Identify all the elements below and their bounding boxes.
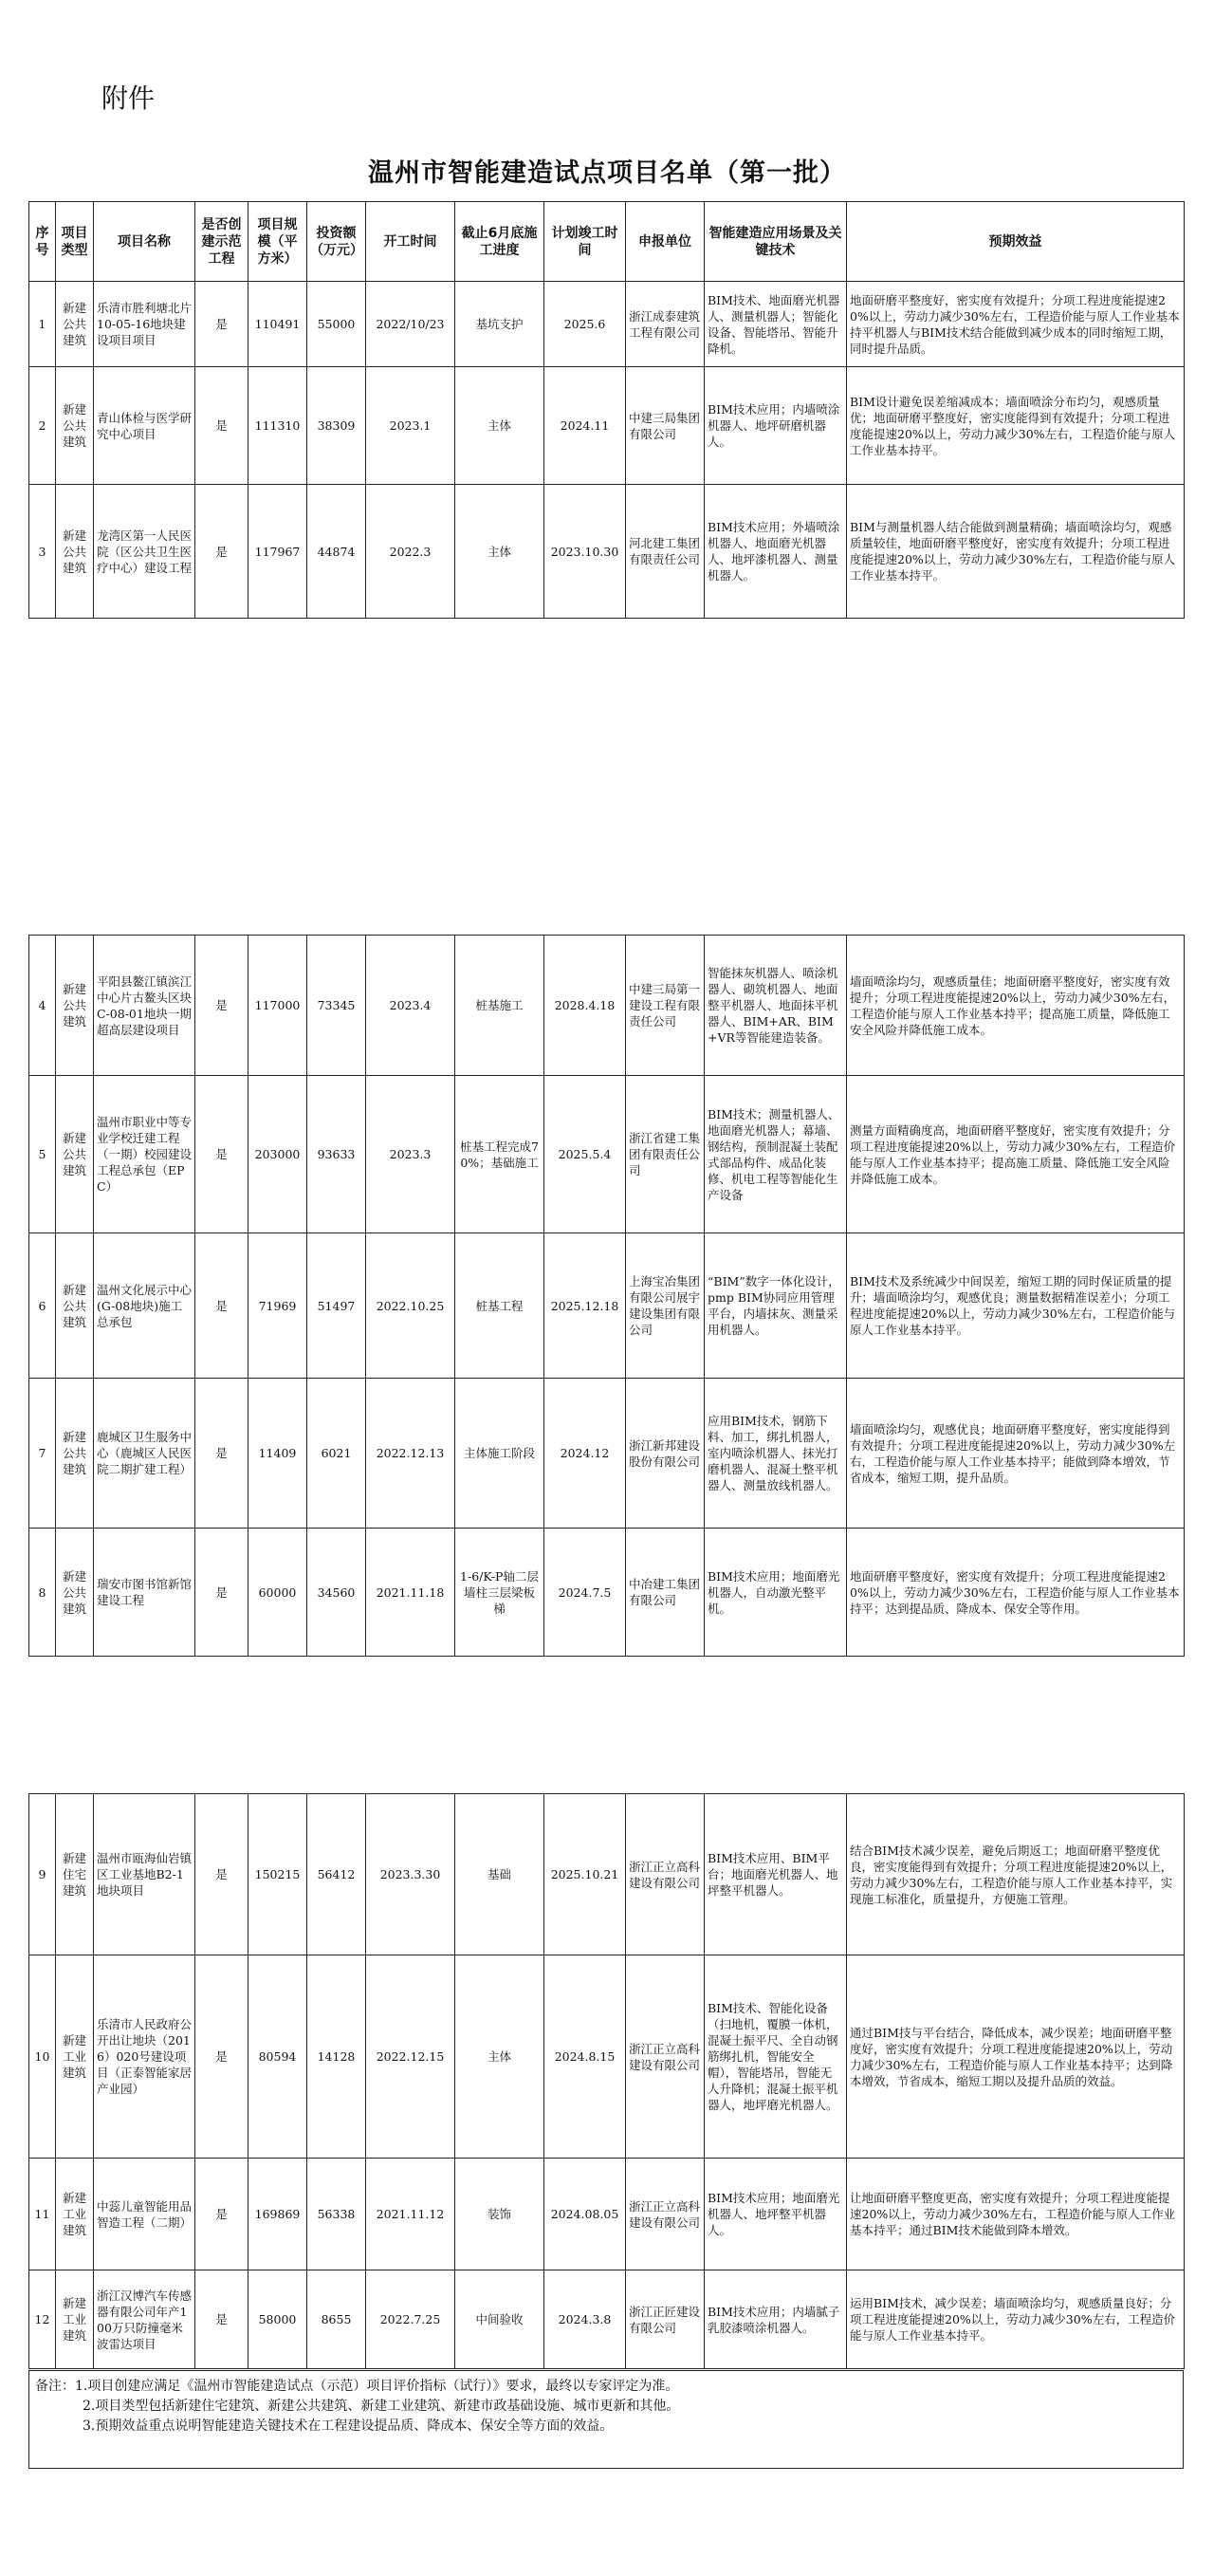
cell-key-technology: BIM技术应用；外墙喷涂机器人、地面磨光机器人、地坪漆机器人、测量机器人。 xyxy=(705,485,847,619)
cell-progress-status: 主体 xyxy=(455,1955,544,2159)
cell-project-type: 新建公共建筑 xyxy=(56,1076,94,1233)
cell-row-number: 1 xyxy=(29,282,56,367)
project-table-page-3 xyxy=(28,1793,1185,2369)
cell-applicant-unit: 浙江正立高科建设有限公司 xyxy=(626,1955,705,2159)
cell-investment: 14128 xyxy=(307,1955,366,2159)
cell-project-name: 温州市瓯海仙岩镇区工业基地B2-1地块项目 xyxy=(94,1794,195,1955)
col-header-progress: 截止6月底施工进度 xyxy=(455,202,544,282)
cell-applicant-unit: 中建三局第一建设工程有限责任公司 xyxy=(626,936,705,1076)
table-row xyxy=(29,936,1185,1076)
cell-progress-status: 基坑支护 xyxy=(455,282,544,367)
cell-row-number: 6 xyxy=(29,1233,56,1379)
cell-progress-status: 1-6/K-P轴二层墙柱三层梁板梯 xyxy=(455,1529,544,1657)
col-header-invest: 投资额（万元） xyxy=(307,202,366,282)
cell-key-technology: BIM技术应用；内墙喷涂机器人、地坪研磨机器人。 xyxy=(705,367,847,485)
table-row xyxy=(29,485,1185,619)
cell-planned-finish: 2025.5.4 xyxy=(544,1076,626,1233)
cell-row-number: 4 xyxy=(29,936,56,1076)
cell-progress-status: 装饰 xyxy=(455,2159,544,2270)
cell-project-scale: 110491 xyxy=(248,282,307,367)
cell-investment: 93633 xyxy=(307,1076,366,1233)
cell-planned-finish: 2024.11 xyxy=(544,367,626,485)
cell-expected-benefit: 墙面喷涂均匀，观感质量佳；地面研磨平整度好，密实度有效提升；分项工程进度能提速20%以上，劳动力减少30%左右，工程造价能与原人工作业基本持平；提高施工质量，降低施工安全风险并降低施工成本。 xyxy=(847,936,1185,1076)
cell-applicant-unit: 浙江正立高科建设有限公司 xyxy=(626,1794,705,1955)
cell-start-date: 2022.12.15 xyxy=(366,1955,455,2159)
cell-demo-flag: 是 xyxy=(195,2270,248,2369)
cell-progress-status: 基础 xyxy=(455,1794,544,1955)
cell-investment: 51497 xyxy=(307,1233,366,1379)
table-row xyxy=(29,2270,1185,2369)
cell-project-name: 鹿城区卫生服务中心（鹿城区人民医院二期扩建工程） xyxy=(94,1379,195,1529)
page-title: 温州市智能建造试点项目名单（第一批） xyxy=(368,158,846,188)
cell-key-technology: BIM技术；测量机器人、地面磨光机器人；幕墙、钢结构，预制混凝土装配式部品构件、成品化装修、机电工程等智能化生产设备 xyxy=(705,1076,847,1233)
cell-project-name: 温州市职业中等专业学校迁建工程（一期）校园建设工程总承包（EPC） xyxy=(94,1076,195,1233)
cell-project-type: 新建住宅建筑 xyxy=(56,1794,94,1955)
cell-project-name: 浙江汉博汽车传感器有限公司年产100万只防撞毫米波雷达项目 xyxy=(94,2270,195,2369)
col-header-no: 序号 xyxy=(29,202,56,282)
cell-expected-benefit: BIM与测量机器人结合能做到测量精确；墙面喷涂均匀，观感质量较佳，地面研磨平整度好，密实度有效提升；分项工程进度能提速20%以上，劳动力减少30%左右，工程造价能与原人工作业基本持平。 xyxy=(847,485,1185,619)
cell-key-technology: BIM技术应用；地面磨光机器人，自动激光整平机。 xyxy=(705,1529,847,1657)
cell-expected-benefit: 结合BIM技术减少误差，避免后期返工；地面研磨平整度优良，密实度能得到有效提升；分项工程进度能提速20%以上，劳动力减少30%左右，工程造价能与原人工作业基本持平，实现施工标准化，质量提升，方便施工管理。 xyxy=(847,1794,1185,1955)
cell-project-type: 新建公共建筑 xyxy=(56,282,94,367)
cell-project-type: 新建公共建筑 xyxy=(56,1233,94,1379)
cell-start-date: 2021.11.18 xyxy=(366,1529,455,1657)
cell-project-name: 平阳县鳌江镇滨江中心片古鳌头区块C-08-01地块一期超高层建设项目 xyxy=(94,936,195,1076)
cell-demo-flag: 是 xyxy=(195,1529,248,1657)
cell-applicant-unit: 中建三局集团有限公司 xyxy=(626,367,705,485)
cell-row-number: 10 xyxy=(29,1955,56,2159)
cell-planned-finish: 2024.7.5 xyxy=(544,1529,626,1657)
note-line-1: 备注：1.项目创建应满足《温州市智能建造试点（示范）项目评价指标（试行）》要求，最终以专家评定为准。 xyxy=(35,2379,679,2394)
cell-project-name: 乐清市人民政府公开出让地块（2016）020号建设项目（正泰智能家居产业园） xyxy=(94,1955,195,2159)
cell-project-name: 温州文化展示中心(G-08地块)施工总承包 xyxy=(94,1233,195,1379)
cell-planned-finish: 2025.6 xyxy=(544,282,626,367)
cell-start-date: 2023.3 xyxy=(366,1076,455,1233)
cell-project-name: 龙湾区第一人民医院（区公共卫生医疗中心）建设工程 xyxy=(94,485,195,619)
cell-row-number: 2 xyxy=(29,367,56,485)
project-table-page-1 xyxy=(28,201,1185,619)
cell-start-date: 2023.4 xyxy=(366,936,455,1076)
cell-project-scale: 80594 xyxy=(248,1955,307,2159)
cell-demo-flag: 是 xyxy=(195,1794,248,1955)
cell-project-scale: 117967 xyxy=(248,485,307,619)
cell-applicant-unit: 中冶建工集团有限公司 xyxy=(626,1529,705,1657)
cell-key-technology: “BIM”数字一体化设计，pmp BIM协同应用管理平台，内墙抹灰、测量采用机器人。 xyxy=(705,1233,847,1379)
cell-project-scale: 169869 xyxy=(248,2159,307,2270)
cell-progress-status: 主体施工阶段 xyxy=(455,1379,544,1529)
cell-project-type: 新建公共建筑 xyxy=(56,1529,94,1657)
cell-expected-benefit: 地面研磨平整度好，密实度有效提升；分项工程进度能提速20%以上，劳动力减少30%左右，工程造价能与原人工作业基本持平；达到提品质、降成本、保安全等作用。 xyxy=(847,1529,1185,1657)
cell-investment: 56412 xyxy=(307,1794,366,1955)
cell-demo-flag: 是 xyxy=(195,1955,248,2159)
cell-key-technology: 应用BIM技术，钢筋下料、加工，绑扎机器人，室内喷涂机器人、抹光打磨机器人、混凝土整平机器人、测量放线机器人。 xyxy=(705,1379,847,1529)
notes-box xyxy=(28,2370,1184,2469)
cell-project-name: 青山体检与医学研究中心项目 xyxy=(94,367,195,485)
cell-project-scale: 60000 xyxy=(248,1529,307,1657)
col-header-tech: 智能建造应用场景及关键技术 xyxy=(705,202,847,282)
cell-demo-flag: 是 xyxy=(195,2159,248,2270)
cell-planned-finish: 2024.08.05 xyxy=(544,2159,626,2270)
col-header-unit: 申报单位 xyxy=(626,202,705,282)
cell-demo-flag: 是 xyxy=(195,485,248,619)
cell-row-number: 12 xyxy=(29,2270,56,2369)
cell-expected-benefit: 运用BIM技术，减少误差；墙面喷涂均匀，观感质量良好；分项工程进度能提速20%以上，劳动力减少30%左右，工程造价能与原人工作业基本持平。 xyxy=(847,2270,1185,2369)
table-row xyxy=(29,1794,1185,1955)
cell-demo-flag: 是 xyxy=(195,1076,248,1233)
cell-expected-benefit: BIM设计避免误差缩减成本；墙面喷涂分布均匀，观感质量优；地面研磨平整度好，密实度能得到有效提升；分项工程进度能提速20%以上，劳动力减少30%左右，工程造价能与原人工作业基本持平。 xyxy=(847,367,1185,485)
cell-start-date: 2023.1 xyxy=(366,367,455,485)
cell-expected-benefit: 墙面喷涂均匀，观感优良；地面研磨平整度好，密实度能得到有效提升；分项工程进度能提速20%以上，劳动力减少30%左右，工程造价能与原人工作业基本持平；能做到降本增效，节省成本，缩短工期，提升品质。 xyxy=(847,1379,1185,1529)
cell-project-scale: 203000 xyxy=(248,1076,307,1233)
cell-demo-flag: 是 xyxy=(195,936,248,1076)
cell-investment: 8655 xyxy=(307,2270,366,2369)
table-row xyxy=(29,1529,1185,1657)
col-header-type: 项目类型 xyxy=(56,202,94,282)
cell-planned-finish: 2025.12.18 xyxy=(544,1233,626,1379)
table-header-row xyxy=(29,202,1185,282)
cell-row-number: 11 xyxy=(29,2159,56,2270)
table-row xyxy=(29,367,1185,485)
cell-row-number: 3 xyxy=(29,485,56,619)
cell-expected-benefit: 让地面研磨平整度更高，密实度有效提升；分项工程进度能提速20%以上，劳动力减少30%左右，工程造价能与原人工作业基本持平；通过BIM技术能做到降本增效。 xyxy=(847,2159,1185,2270)
table-row xyxy=(29,282,1185,367)
cell-progress-status: 中间验收 xyxy=(455,2270,544,2369)
cell-investment: 44874 xyxy=(307,485,366,619)
cell-applicant-unit: 河北建工集团有限责任公司 xyxy=(626,485,705,619)
cell-demo-flag: 是 xyxy=(195,367,248,485)
cell-project-name: 乐清市胜利塘北片10-05-16地块建设项目项目 xyxy=(94,282,195,367)
cell-key-technology: 智能抹灰机器人、喷涂机器人、砌筑机器人、地面整平机器人、地面抹平机器人、BIM+AR、BIM+VR等智能建造装备。 xyxy=(705,936,847,1076)
cell-expected-benefit: 通过BIM技与平台结合，降低成本，减少误差；地面研磨平整度好，密实度有效提升；分项工程进度能提速20%以上，劳动力减少30%左右，工程造价能与原人工作业基本持平；达到降本增效，节省成本，缩短工期以及提升品质的效益。 xyxy=(847,1955,1185,2159)
cell-applicant-unit: 浙江成泰建筑工程有限公司 xyxy=(626,282,705,367)
cell-applicant-unit: 浙江正立高科建设有限公司 xyxy=(626,2159,705,2270)
cell-applicant-unit: 浙江新邦建设股份有限公司 xyxy=(626,1379,705,1529)
cell-demo-flag: 是 xyxy=(195,282,248,367)
cell-applicant-unit: 浙江省建工集团有限责任公司 xyxy=(626,1076,705,1233)
cell-planned-finish: 2028.4.18 xyxy=(544,936,626,1076)
cell-progress-status: 桩基工程 xyxy=(455,1233,544,1379)
table-row xyxy=(29,1233,1185,1379)
cell-project-type: 新建工业建筑 xyxy=(56,2159,94,2270)
cell-key-technology: BIM技术、地面磨光机器人、测量机器人；智能化设备、智能塔吊、智能升降机。 xyxy=(705,282,847,367)
cell-key-technology: BIM技术应用、BIM平台；地面磨光机器人、地坪整平机器人。 xyxy=(705,1794,847,1955)
cell-expected-benefit: 地面研磨平整度好，密实度有效提升；分项工程进度能提速20%以上，劳动力减少30%左右，工程造价能与原人工作业基本持平机器人与BIM技术结合能做到减少成本的同时缩短工期，同时提升品质。 xyxy=(847,282,1185,367)
cell-progress-status: 主体 xyxy=(455,367,544,485)
col-header-finish: 计划竣工时间 xyxy=(544,202,626,282)
cell-row-number: 7 xyxy=(29,1379,56,1529)
cell-investment: 55000 xyxy=(307,282,366,367)
cell-investment: 56338 xyxy=(307,2159,366,2270)
col-header-name: 项目名称 xyxy=(94,202,195,282)
cell-key-technology: BIM技术应用；内墙腻子乳胶漆喷涂机器人。 xyxy=(705,2270,847,2369)
cell-project-type: 新建公共建筑 xyxy=(56,936,94,1076)
cell-row-number: 8 xyxy=(29,1529,56,1657)
cell-planned-finish: 2024.12 xyxy=(544,1379,626,1529)
cell-key-technology: BIM技术、智能化设备（扫地机，覆膜一体机，混凝土振平尺、全自动钢筋绑扎机，智能安全帽），智能塔吊，智能无人升降机；混凝土振平机器人，地坪磨光机器人。 xyxy=(705,1955,847,2159)
cell-progress-status: 主体 xyxy=(455,485,544,619)
cell-demo-flag: 是 xyxy=(195,1233,248,1379)
cell-applicant-unit: 浙江正匠建设有限公司 xyxy=(626,2270,705,2369)
col-header-demo: 是否创建示范工程 xyxy=(195,202,248,282)
cell-applicant-unit: 上海宝冶集团有限公司展宇建设集团有限公司 xyxy=(626,1233,705,1379)
cell-investment: 6021 xyxy=(307,1379,366,1529)
cell-start-date: 2022.10.25 xyxy=(366,1233,455,1379)
cell-project-name: 中蕊儿童智能用品智造工程（二期） xyxy=(94,2159,195,2270)
cell-planned-finish: 2024.8.15 xyxy=(544,1955,626,2159)
cell-project-type: 新建工业建筑 xyxy=(56,1955,94,2159)
cell-investment: 73345 xyxy=(307,936,366,1076)
cell-demo-flag: 是 xyxy=(195,1379,248,1529)
cell-project-type: 新建公共建筑 xyxy=(56,1379,94,1529)
cell-key-technology: BIM技术应用；地面磨光机器人、地坪整平机器人。 xyxy=(705,2159,847,2270)
cell-project-scale: 71969 xyxy=(248,1233,307,1379)
col-header-benefit: 预期效益 xyxy=(847,202,1185,282)
cell-project-type: 新建公共建筑 xyxy=(56,367,94,485)
cell-expected-benefit: BIM技术及系统减少中间误差，缩短工期的同时保证质量的提升；墙面喷涂均匀，观感优良；测量数据精准误差小；分项工程进度能提速20%以上，劳动力减少30%左右，工程造价能与原人工作业基本持平。 xyxy=(847,1233,1185,1379)
cell-expected-benefit: 测量方面精确度高，地面研磨平整度好，密实度有效提升；分项工程进度能提速20%以上，劳动力减少30%左右，工程造价能与原人工作业基本持平；提高施工质量、降低施工安全风险并降低施工成本。 xyxy=(847,1076,1185,1233)
table-row xyxy=(29,1955,1185,2159)
cell-project-scale: 111310 xyxy=(248,367,307,485)
cell-project-scale: 150215 xyxy=(248,1794,307,1955)
cell-project-scale: 58000 xyxy=(248,2270,307,2369)
project-table-page-2 xyxy=(28,935,1185,1657)
note-line-2: 2.项目类型包括新建住宅建筑、新建公共建筑、新建工业建筑、新建市政基础设施、城市更新和其他。 xyxy=(83,2399,680,2414)
cell-start-date: 2022/10/23 xyxy=(366,282,455,367)
cell-planned-finish: 2023.10.30 xyxy=(544,485,626,619)
cell-project-type: 新建公共建筑 xyxy=(56,485,94,619)
table-row xyxy=(29,1379,1185,1529)
cell-start-date: 2021.11.12 xyxy=(366,2159,455,2270)
cell-start-date: 2022.3 xyxy=(366,485,455,619)
table-row xyxy=(29,1076,1185,1233)
attachment-label: 附件 xyxy=(101,83,156,114)
cell-project-type: 新建工业建筑 xyxy=(56,2270,94,2369)
note-line-3: 3.预期效益重点说明智能建造关键技术在工程建设提品质、降成本、保安全等方面的效益。 xyxy=(83,2418,614,2434)
cell-planned-finish: 2024.3.8 xyxy=(544,2270,626,2369)
cell-investment: 38309 xyxy=(307,367,366,485)
cell-project-scale: 11409 xyxy=(248,1379,307,1529)
cell-investment: 34560 xyxy=(307,1529,366,1657)
cell-start-date: 2022.12.13 xyxy=(366,1379,455,1529)
cell-progress-status: 桩基施工 xyxy=(455,936,544,1076)
cell-project-name: 瑞安市图书馆新馆建设工程 xyxy=(94,1529,195,1657)
cell-row-number: 9 xyxy=(29,1794,56,1955)
cell-row-number: 5 xyxy=(29,1076,56,1233)
cell-progress-status: 桩基工程完成70%；基础施工 xyxy=(455,1076,544,1233)
table-row xyxy=(29,2159,1185,2270)
cell-planned-finish: 2025.10.21 xyxy=(544,1794,626,1955)
cell-start-date: 2022.7.25 xyxy=(366,2270,455,2369)
col-header-start: 开工时间 xyxy=(366,202,455,282)
col-header-scale: 项目规模（平方米） xyxy=(248,202,307,282)
cell-start-date: 2023.3.30 xyxy=(366,1794,455,1955)
cell-project-scale: 117000 xyxy=(248,936,307,1076)
